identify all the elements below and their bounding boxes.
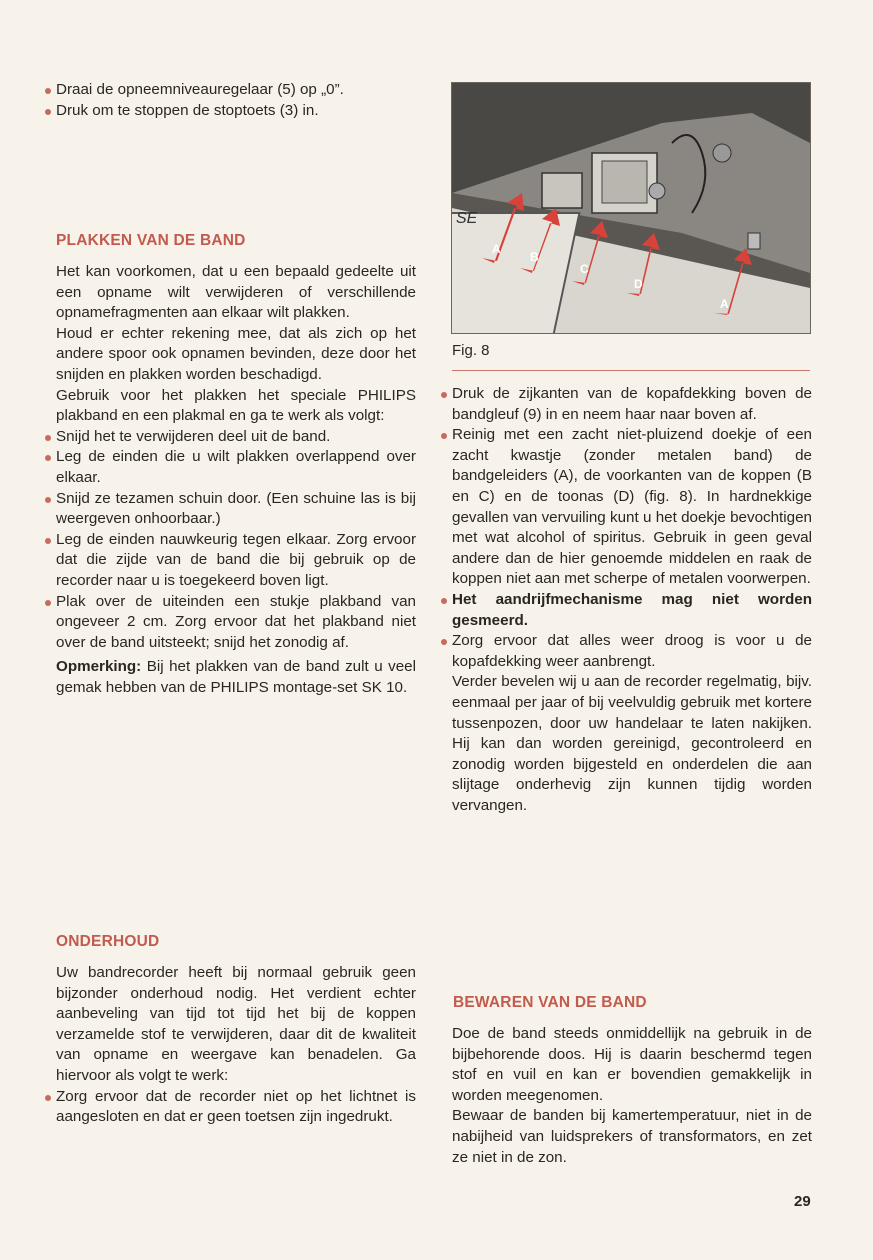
bullet-item: Druk om te stoppen de stoptoets (3) in. — [44, 101, 416, 122]
bewaren-p1: Doe de band steeds onmiddellijk na gebruik in de bijbehorende doos. Hij is daarin beschermd tegen stof en vuil en kan er bovendien gemakkelijk in worden meegenomen. — [452, 1025, 812, 1104]
figure-8-photo — [451, 82, 811, 334]
fig-label-c: C — [580, 262, 589, 276]
bullet-item: Zorg ervoor dat de recorder niet op het lichtnet is aangesloten en dat er geen toetsen zijn ingedrukt. — [44, 1087, 416, 1128]
fig-label-d: D — [634, 277, 643, 291]
right-after: Verder bevelen wij u aan de recorder regelmatig, bijv. eenmaal per jaar of bij veelvuldig gebruik met kortere tussenpozen, door uw handelaar te laten nakijken. Hij kan dan worden gereinigd, gecontroleerd en zonodig worden bijgesteld en onderdelen die aan slijtage onderhevig zijn kunnen tijdig worden vervangen. — [452, 673, 812, 814]
fig-label-b: B — [530, 250, 539, 264]
tape-head-illustration — [452, 83, 810, 333]
bullet-item: Draai de opneemniveauregelaar (5) op „0”. — [44, 80, 416, 101]
bewaren-p2: Bewaar de banden bij kamertemperatuur, niet in de nabijheid van luidsprekers of transformators, en zet ze niet in de zon. — [452, 1107, 812, 1166]
note-text: Bij het plakken van de band zult u veel gemak hebben van de PHILIPS montage-set SK 10. — [56, 658, 416, 696]
bullet-item: Plak over de uiteinden een stukje plakband van ongeveer 2 cm. Zorg ervoor dat het plakband niet over de band uitsteekt; snijd het zonodig af. — [44, 592, 416, 654]
top-bullets — [44, 80, 416, 121]
onderhoud-intro: Uw bandrecorder heeft bij normaal gebruik geen bijzonder onderhoud nodig. Het verdient echter aanbeveling van tijd tot tijd het bij de koppen verzamelde stof te verwijderen, daar dit de kwaliteit van opname en weergave kan benadelen. Ga hiervoor als volgt te werk: — [56, 964, 416, 1084]
onderhoud-body — [44, 963, 416, 1128]
right-column-body — [440, 384, 812, 816]
fig-label-a1: A — [492, 242, 501, 256]
section-heading-plakken: PLAKKEN VAN DE BAND — [56, 232, 246, 249]
bullet-item: Leg de einden nauwkeurig tegen elkaar. Zorg ervoor dat die zijde van de band die bij gebruik op de recorder naar u is toegekeerd boven ligt. — [44, 530, 416, 592]
page-number: 29 — [794, 1193, 811, 1210]
bullet-item: Reinig met een zacht niet-pluizend doekje of een zacht kwastje (zonder metalen band) de bandgeleiders (A), de voorkanten van de koppen (B en C) en de toonas (D) (fig. 8). In hardnekkige gevallen van vervuiling kunt u het doekje bevochtigen met wat alcohol of spiritus. Gebruik in geen geval andere dan de hier genoemde middelen en raak de koppen niet aan met scherpe of metalen voorwerpen. — [440, 425, 812, 590]
plakken-intro-1: Het kan voorkomen, dat u een bepaald gedeelte uit een opname wilt verwijderen of verschillende opnamefragmenten aan elkaar wilt plakken. — [56, 263, 416, 322]
divider — [452, 370, 810, 371]
bullet-item: Zorg ervoor dat alles weer droog is voor u de kopafdekking weer aanbrengt. — [440, 631, 812, 672]
plakken-intro-3: Gebruik voor het plakken het speciale PHILIPS plakband en een plakmal en ga te werk als volgt: — [56, 386, 416, 425]
bullet-item: Druk de zijkanten van de kopafdekking boven de bandgleuf (9) in en neem haar naar boven af. — [440, 384, 812, 425]
plakken-body — [44, 262, 416, 698]
section-heading-bewaren: BEWAREN VAN DE BAND — [453, 994, 647, 1011]
bullet-item: Snijd ze tezamen schuin door. (Een schuine las is bij weergeven onhoorbaar.) — [44, 489, 416, 530]
plakken-note — [44, 657, 416, 698]
bullet-item: Het aandrijfmechanisme mag niet worden gesmeerd. — [440, 590, 812, 631]
fig-label-a2: A — [720, 297, 729, 311]
note-label: Opmerking: — [56, 658, 142, 676]
bewaren-body — [440, 1024, 812, 1168]
section-heading-onderhoud: ONDERHOUD — [56, 933, 160, 950]
plakken-intro-2: Houd er echter rekening mee, dat als zich op het andere spoor ook opnamen bevinden, deze door het snijden en plakken worden beschadigd. — [56, 324, 416, 383]
bullet-item: Leg de einden die u wilt plakken overlappend over elkaar. — [44, 447, 416, 488]
bullet-item: Snijd het te verwijderen deel uit de band. — [44, 427, 416, 448]
panel-text: SE — [456, 210, 478, 227]
figure-caption: Fig. 8 — [452, 342, 490, 359]
